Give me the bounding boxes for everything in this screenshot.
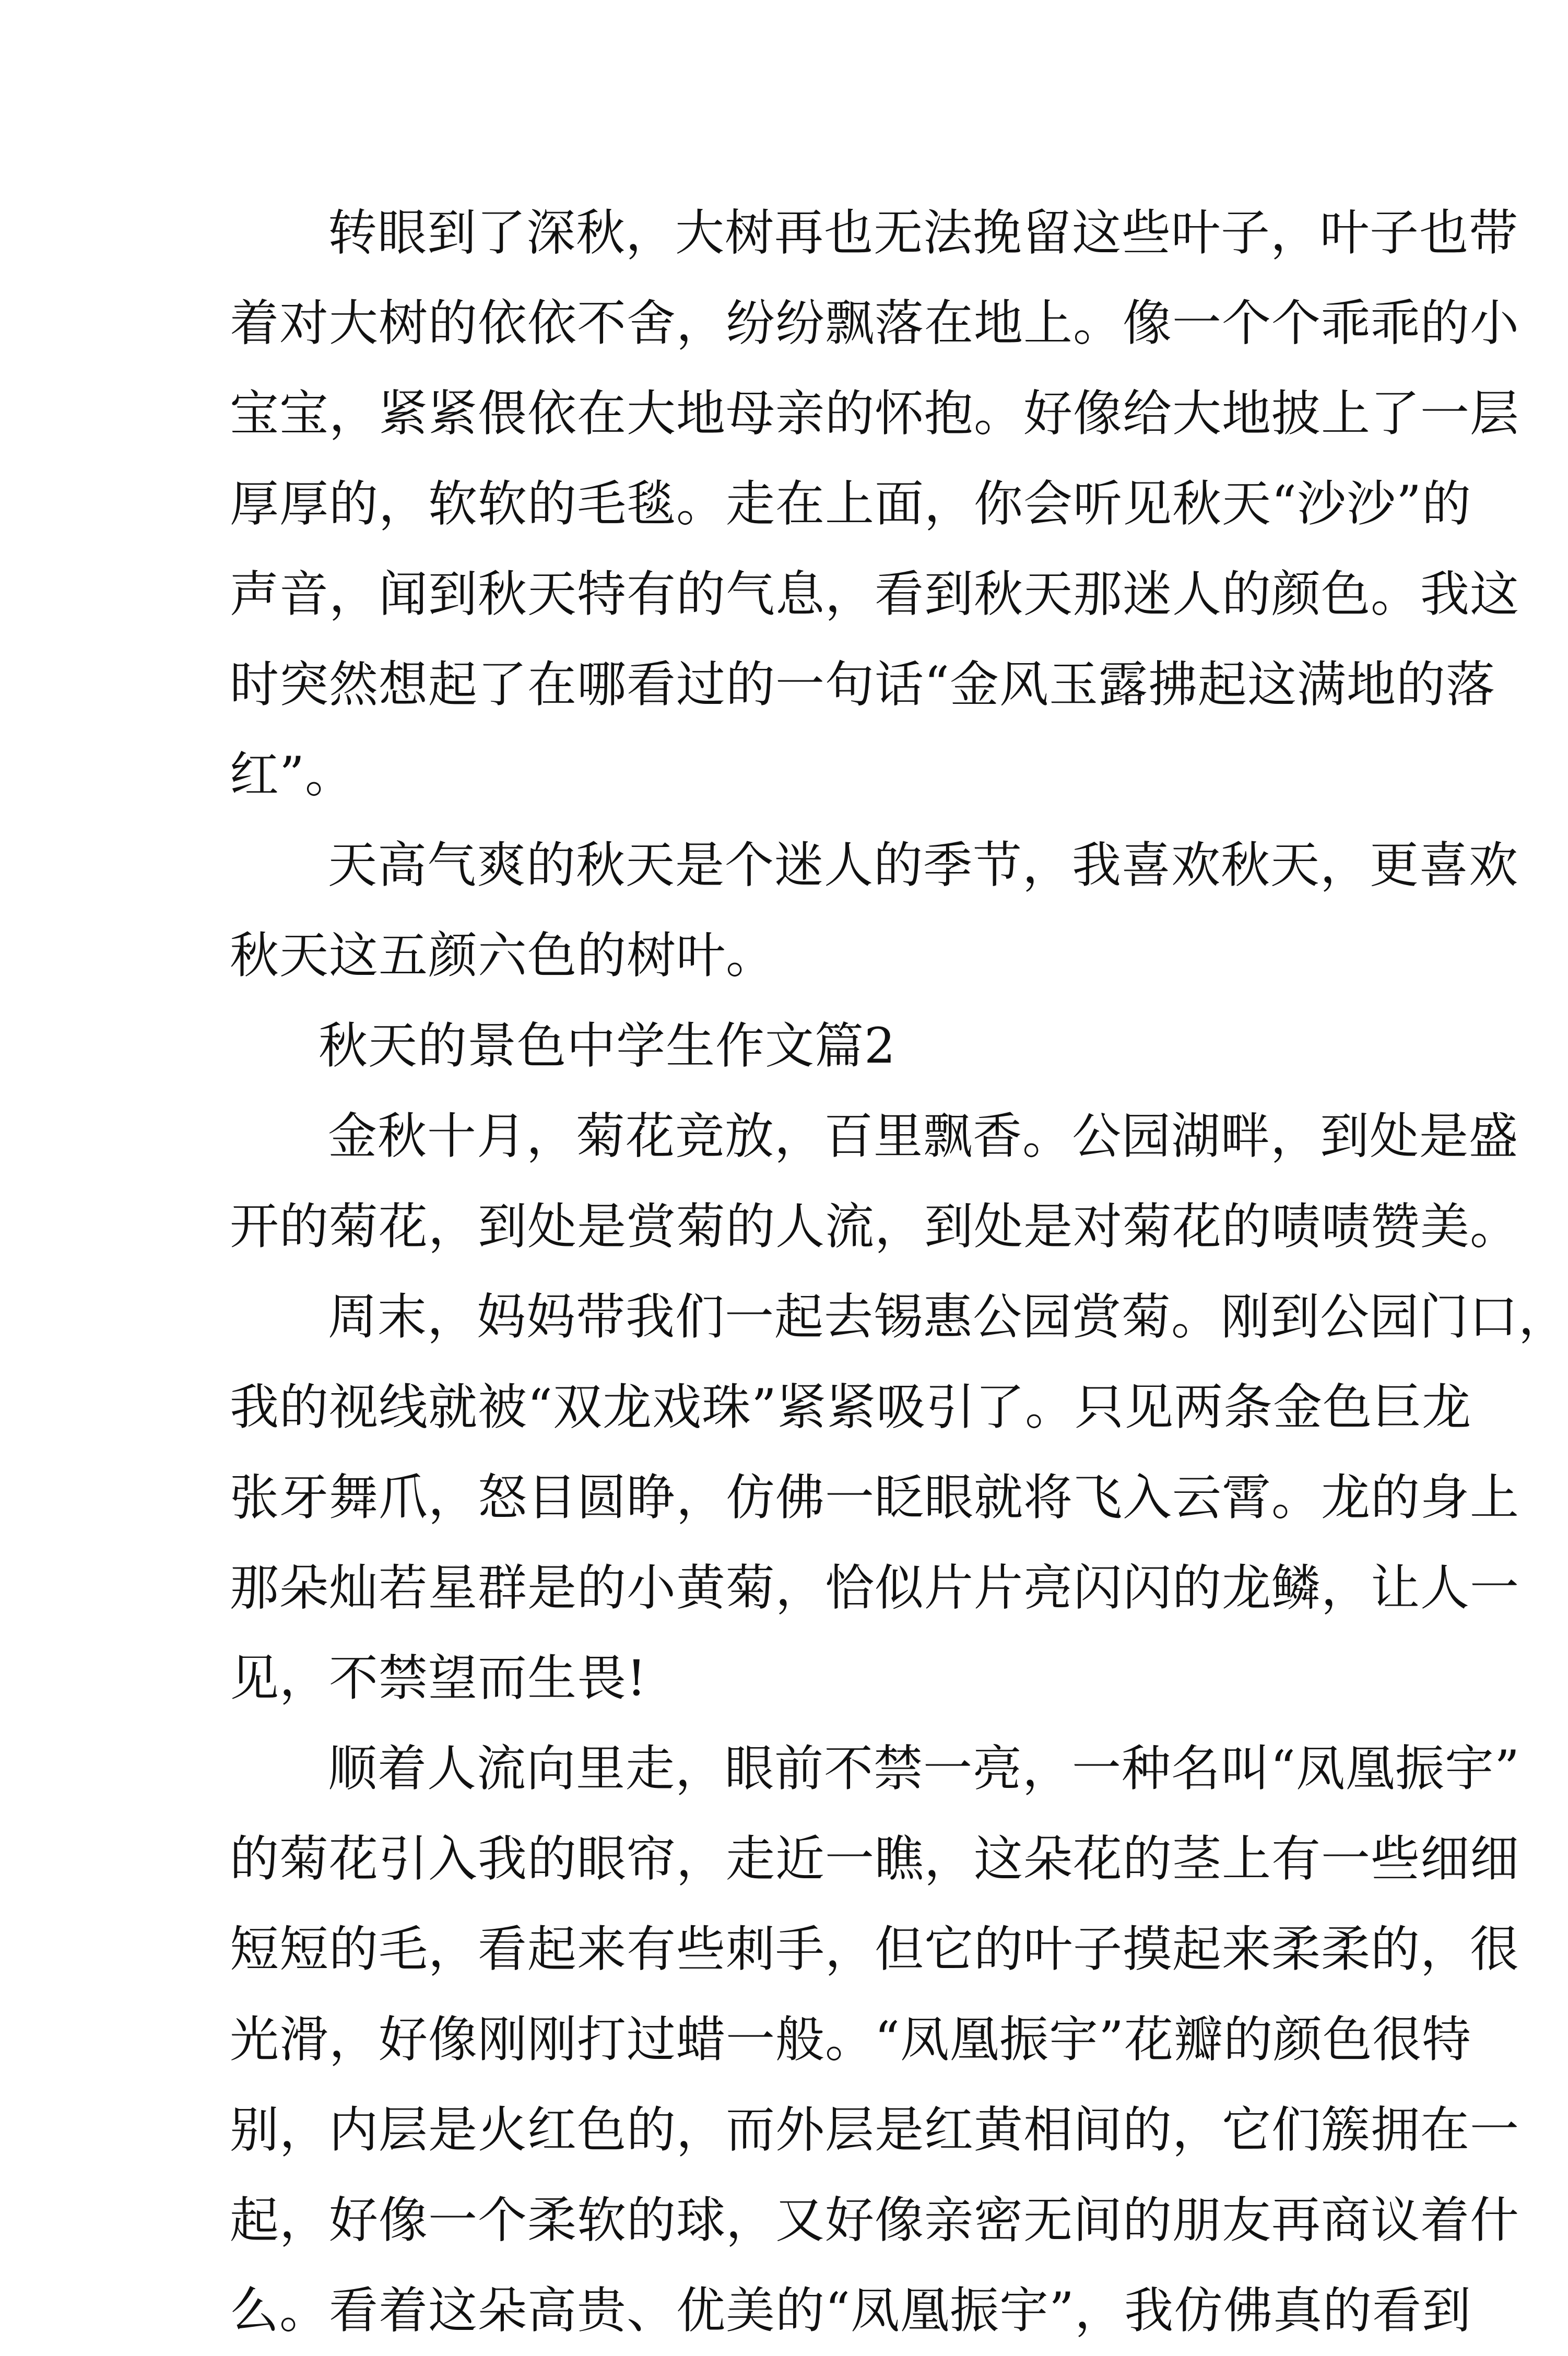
text-line: 金秋十月，菊花竞放，百里飘香。公园湖畔，到处是盛 <box>328 1108 1519 1165</box>
paragraph <box>230 1272 1568 1724</box>
text-line: 秋天这五颜六色的树叶。 <box>230 927 776 984</box>
text-line: 张牙舞爪，怒目圆睁，仿佛一眨眼就将飞入云霄。龙的身上 <box>230 1469 1520 1526</box>
text-line: 开的菊花，到处是赏菊的人流，到处是对菊花的啧啧赞美。 <box>230 1198 1520 1255</box>
paragraph <box>230 1091 1520 1272</box>
text-line: 转眼到了深秋，大树再也无法挽留这些叶子，叶子也带 <box>328 205 1519 262</box>
text-line: 起，好像一个柔软的球，又好像亲密无间的朋友再商议着什 <box>230 2192 1520 2249</box>
text-line: 见，不禁望而生畏! <box>230 1650 647 1707</box>
paragraph <box>230 820 1519 1001</box>
text-line: 时突然想起了在哪看过的一句话“金风玉露拂起这满地的落 <box>230 656 1496 713</box>
text-line: 我的视线就被“双龙戏珠”紧紧吸引了。只见两条金色巨龙 <box>230 1379 1472 1436</box>
text-line: 周末，妈妈带我们一起去锡惠公园赏菊。刚到公园门口， <box>328 1289 1568 1346</box>
text-line: 光滑，好像刚刚打过蜡一般。“凤凰振宇”花瓣的颜色很特 <box>230 2011 1472 2068</box>
text-line: 那朵灿若星群是的小黄菊，恰似片片亮闪闪的龙鳞，让人一 <box>230 1560 1520 1617</box>
text-line: 宝宝，紧紧偎依在大地母亲的怀抱。好像给大地披上了一层 <box>230 385 1520 442</box>
text-line: 短短的毛，看起来有些刺手，但它的叶子摸起来柔柔的，很 <box>230 1921 1520 1978</box>
text-line: 着对大树的依依不舍，纷纷飘落在地上。像一个个乖乖的小 <box>230 295 1520 352</box>
text-line: 红”。 <box>230 747 355 804</box>
text-line: 天高气爽的秋天是个迷人的季节，我喜欢秋天，更喜欢 <box>328 837 1519 894</box>
heading-line: 秋天的景色中学生作文篇2 <box>319 1018 896 1075</box>
text-line: 别，内层是火红色的，而外层是红黄相间的，它们簇拥在一 <box>230 2102 1520 2159</box>
section-heading <box>230 1001 1284 1091</box>
paragraph <box>230 1724 1520 2356</box>
text-line: 顺着人流向里走，眼前不禁一亮，一种名叫“凤凰振宇” <box>328 1740 1520 1797</box>
text-line: 么。看着这朵高贵、优美的“凤凰振宇”，我仿佛真的看到 <box>230 2282 1472 2339</box>
text-line: 的菊花引入我的眼帘，走近一瞧，这朵花的茎上有一些细细 <box>230 1831 1520 1888</box>
paragraph <box>230 188 1520 820</box>
text-line: 声音，闻到秋天特有的气息，看到秋天那迷人的颜色。我这 <box>230 566 1520 623</box>
document-body <box>230 188 1568 2356</box>
text-line: 厚厚的，软软的毛毯。走在上面，你会听见秋天“沙沙”的 <box>230 476 1472 533</box>
